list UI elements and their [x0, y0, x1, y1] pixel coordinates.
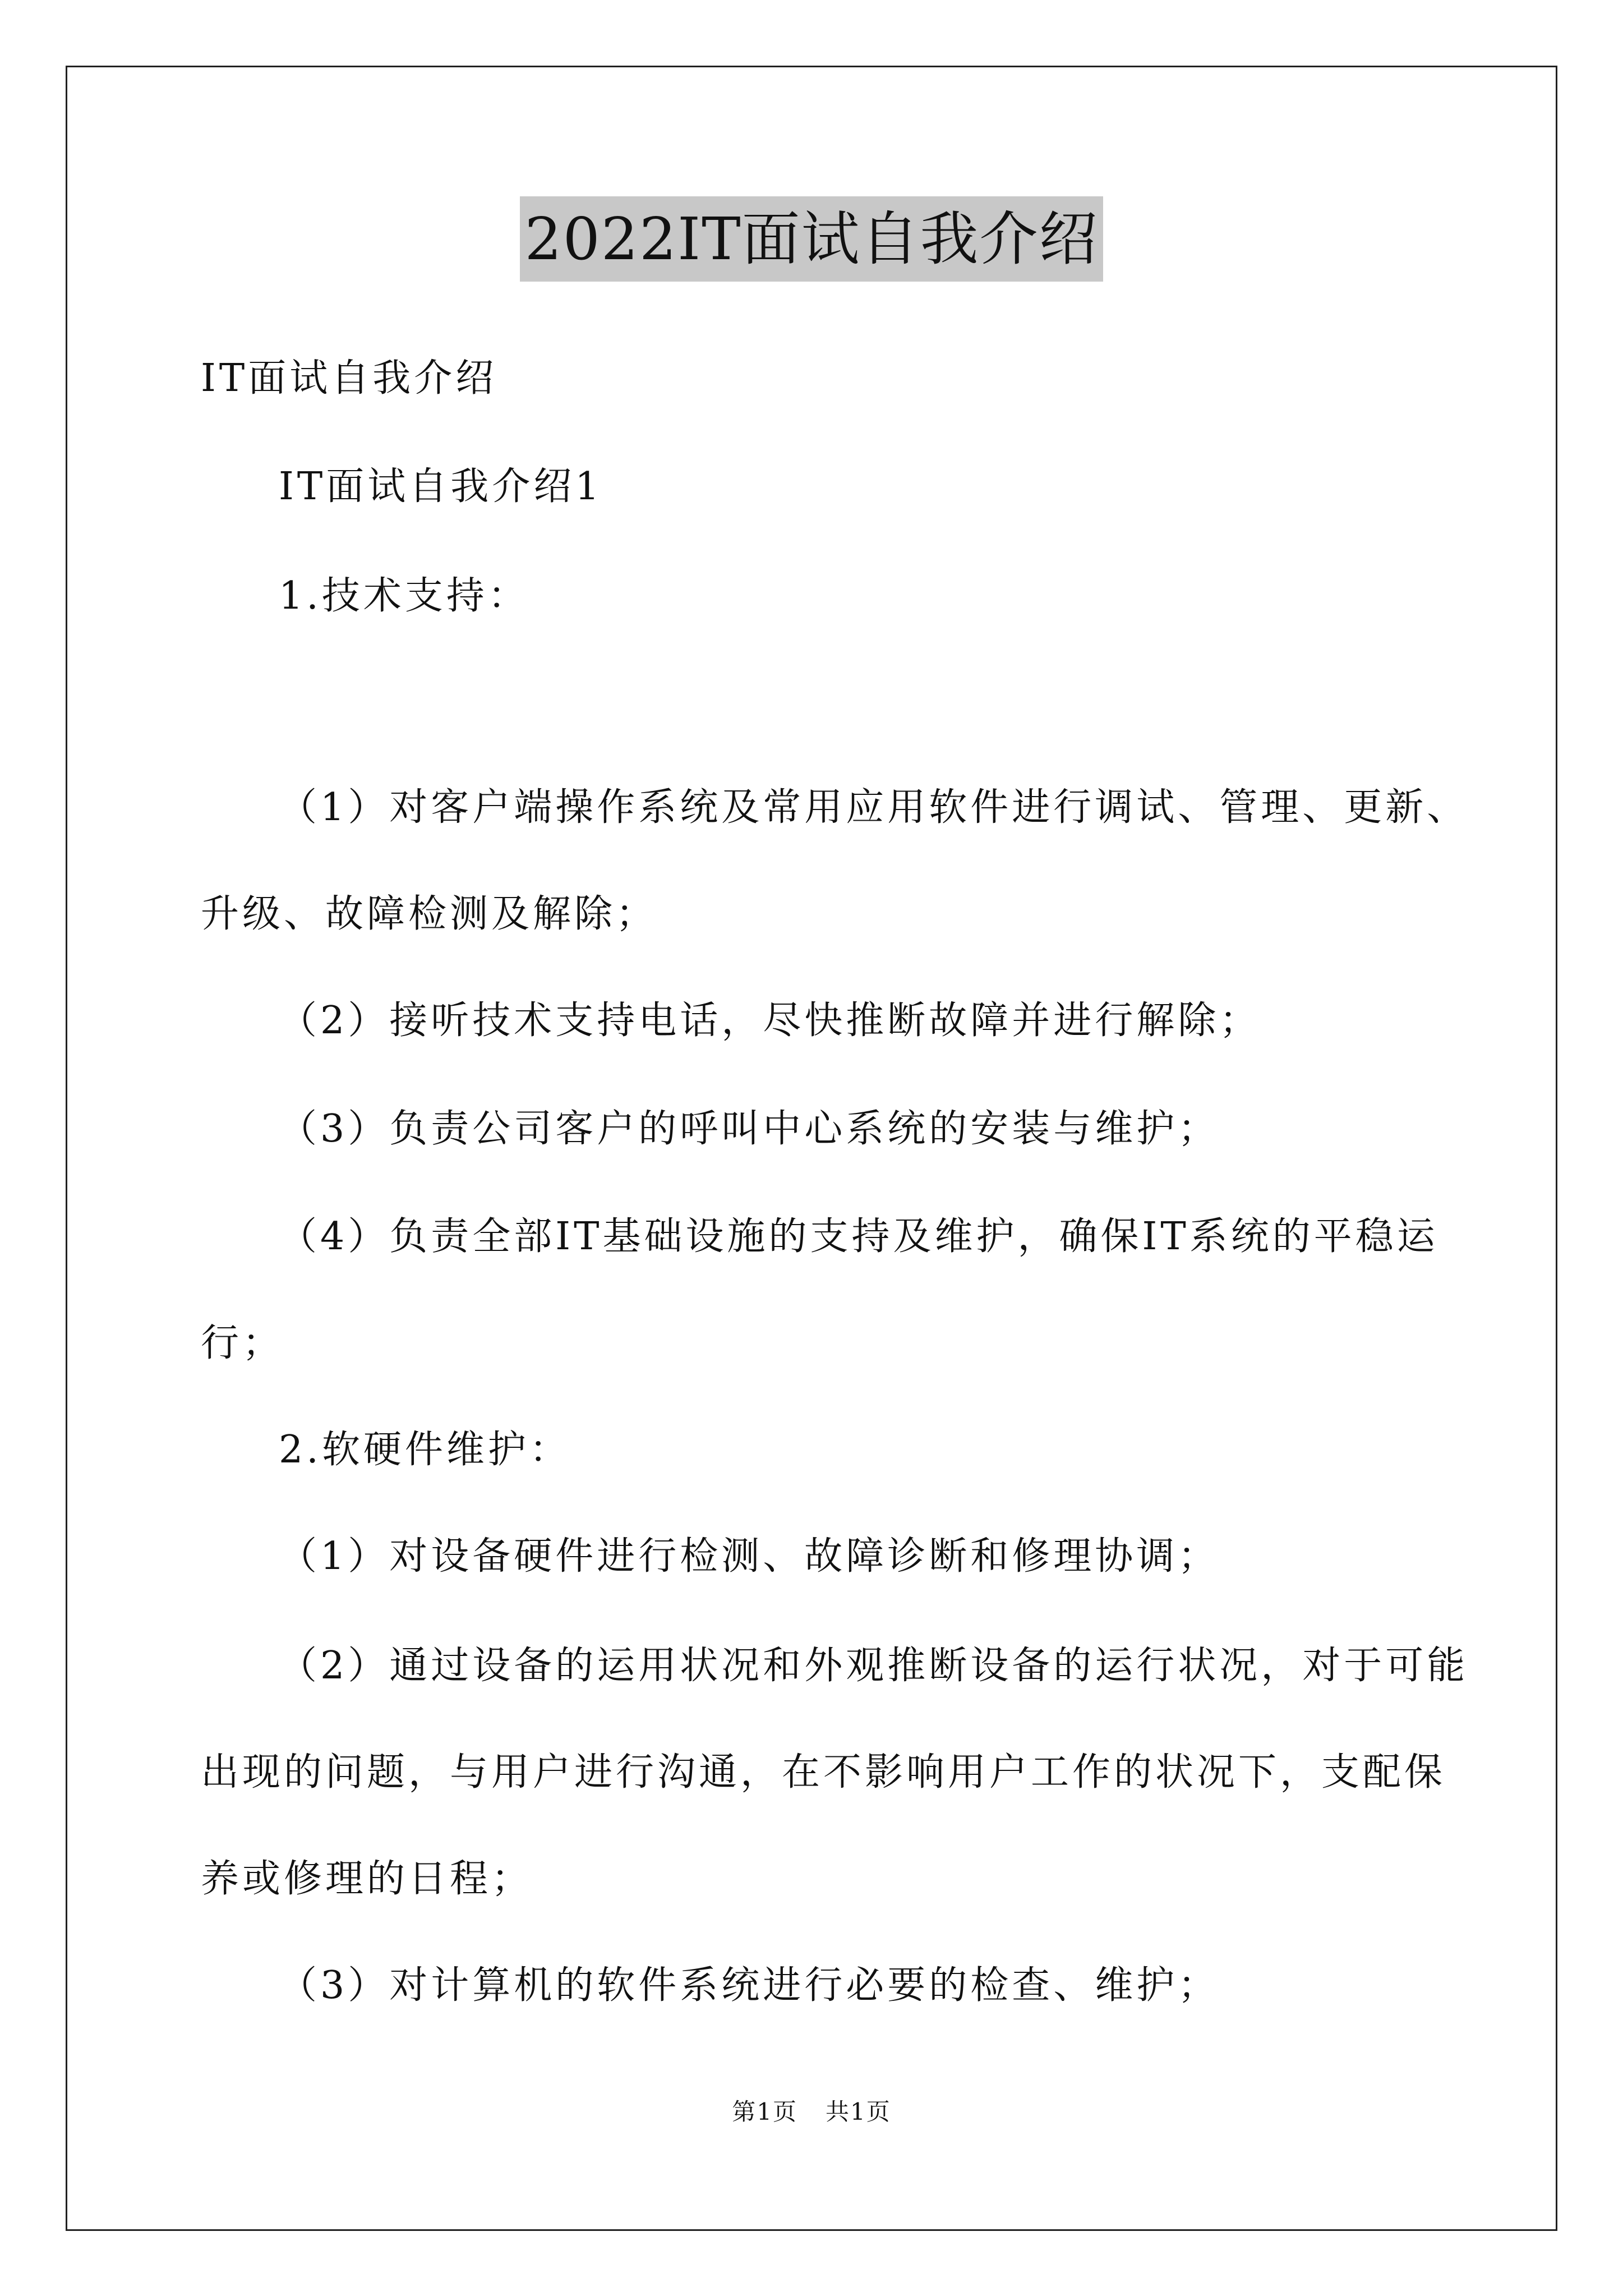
- paragraph-line: （1）对客户端操作系统及常用应用软件进行调试、管理、更新、: [279, 785, 1469, 830]
- page-number-total: 共1页: [826, 2098, 891, 2125]
- paragraph-line: （2）接听技术支持电话，尽快推断故障并进行解除；: [279, 999, 1261, 1043]
- paragraph-line: （3）对计算机的软件系统进行必要的检查、维护；: [279, 1963, 1220, 2008]
- paragraph-line: 行；: [201, 1321, 284, 1365]
- page-number-current: 第1页: [732, 2098, 797, 2125]
- paragraph-line: （2）通过设备的运用状况和外观推断设备的运行状况，对于可能: [279, 1644, 1469, 1688]
- subheading-line: IT面试自我介绍1: [279, 464, 603, 509]
- paragraph-line: （3）负责公司客户的呼叫中心系统的安装与维护；: [279, 1107, 1220, 1151]
- heading-line: IT面试自我介绍: [201, 356, 497, 401]
- section-heading: 1.技术支持：: [279, 574, 529, 618]
- page-footer: [0, 2095, 1623, 2129]
- paragraph-line: 养或修理的日程；: [201, 1857, 533, 1901]
- document-title: 2022IT面试自我介绍: [520, 196, 1103, 282]
- paragraph-line: （1）对设备硬件进行检测、故障诊断和修理协调；: [279, 1534, 1220, 1579]
- paragraph-line: 出现的问题，与用户进行沟通，在不影响用户工作的状况下，支配保: [201, 1750, 1446, 1795]
- paragraph-line: （4）负责全部IT基础设施的支持及维护，确保IT系统的平稳运: [279, 1214, 1438, 1259]
- paragraph-line: 升级、故障检测及解除；: [201, 892, 658, 936]
- section-heading: 2.软硬件维护：: [279, 1428, 571, 1472]
- title-container: [0, 196, 1623, 282]
